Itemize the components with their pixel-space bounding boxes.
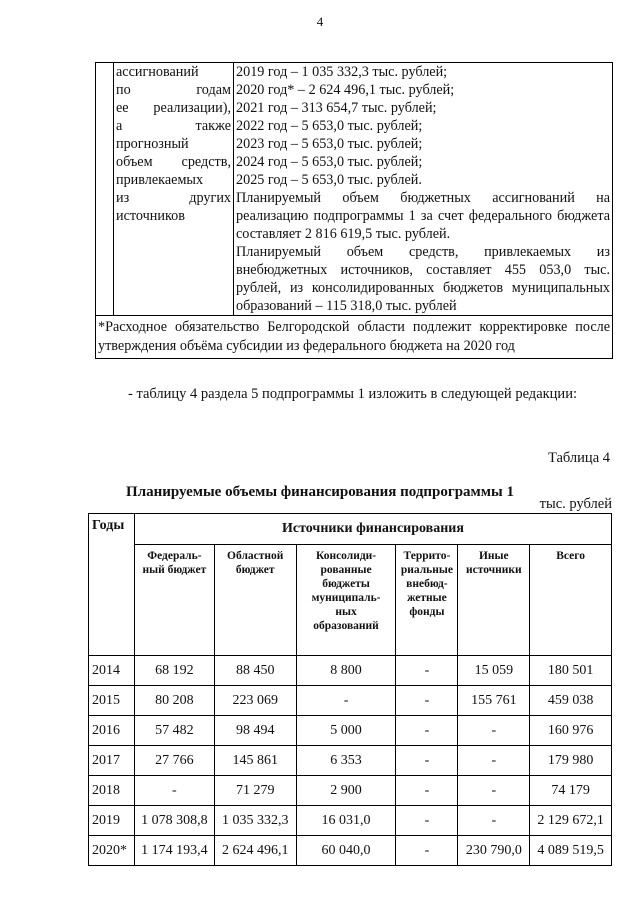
municipal-budgets-header bbox=[296, 545, 396, 656]
total-value: 4 089 519,5 bbox=[530, 836, 612, 866]
regional-budget-header bbox=[214, 545, 296, 656]
footnote: *Расходное обязательство Белгородской области подлежит корректировке после утверждения объёма субсидии из федерального бюджета на 2020 год bbox=[96, 316, 613, 359]
label-line: по годам bbox=[116, 82, 231, 98]
page-number: 4 bbox=[316, 14, 324, 29]
passport-table-continuation bbox=[95, 62, 613, 359]
year-funding-line: 2024 год – 5 653,0 тыс. рублей; bbox=[236, 154, 423, 170]
table-row bbox=[89, 716, 612, 746]
year-funding-line: 2025 год – 5 653,0 тыс. рублей. bbox=[236, 172, 422, 188]
municipal-value: 8 800 bbox=[296, 656, 396, 686]
table-row bbox=[89, 836, 612, 866]
regional-value: 2 624 496,1 bbox=[214, 836, 296, 866]
header-line: Консолиди- bbox=[315, 550, 377, 562]
regional-value: 1 035 332,3 bbox=[214, 806, 296, 836]
other-value: 155 761 bbox=[458, 686, 530, 716]
other-value: 15 059 bbox=[458, 656, 530, 686]
header-line: риальные bbox=[400, 564, 453, 576]
year-cell: 2014 bbox=[89, 656, 135, 686]
header-line: бюджет bbox=[235, 564, 275, 576]
municipal-value: 60 040,0 bbox=[296, 836, 396, 866]
other-sources-header bbox=[458, 545, 530, 656]
header-line: внебюд- bbox=[406, 578, 448, 590]
federal-value: 57 482 bbox=[134, 716, 214, 746]
header-line: ный бюджет bbox=[142, 564, 207, 576]
funds-value: - bbox=[396, 806, 458, 836]
territorial-funds-header bbox=[396, 545, 458, 656]
table-row bbox=[89, 776, 612, 806]
label-line: привлекаемых bbox=[116, 172, 204, 188]
passport-label-cell bbox=[114, 63, 234, 316]
regional-value: 223 069 bbox=[214, 686, 296, 716]
total-header bbox=[530, 545, 612, 656]
federal-value: 1 174 193,4 bbox=[134, 836, 214, 866]
year-funding-line: 2022 год – 5 653,0 тыс. рублей; bbox=[236, 118, 423, 134]
municipal-value: - bbox=[296, 686, 396, 716]
header-line: бюджеты bbox=[322, 578, 370, 590]
header-line: источники bbox=[465, 564, 522, 576]
label-line: а также bbox=[116, 118, 231, 134]
federal-value: 1 078 308,8 bbox=[134, 806, 214, 836]
other-value: - bbox=[458, 716, 530, 746]
table-row bbox=[89, 686, 612, 716]
header-line: фонды bbox=[409, 606, 445, 618]
label-line: источников bbox=[116, 208, 185, 224]
regional-value: 98 494 bbox=[214, 716, 296, 746]
federal-value: 27 766 bbox=[134, 746, 214, 776]
label-line: прогнозный bbox=[116, 136, 189, 152]
municipal-value: 6 353 bbox=[296, 746, 396, 776]
year-cell: 2019 bbox=[89, 806, 135, 836]
funds-value: - bbox=[396, 686, 458, 716]
passport-value-cell bbox=[234, 63, 613, 316]
funds-value: - bbox=[396, 836, 458, 866]
table-title: Планируемые объемы финансирования подпрограммы 1 bbox=[126, 484, 514, 500]
table-label: Таблица 4 bbox=[547, 450, 610, 466]
total-value: 179 980 bbox=[530, 746, 612, 776]
municipal-value: 16 031,0 bbox=[296, 806, 396, 836]
header-line: ных bbox=[335, 606, 357, 618]
federal-value: 80 208 bbox=[134, 686, 214, 716]
header-line: Областной bbox=[227, 550, 284, 562]
year-funding-line: 2020 год* – 2 624 496,1 тыс. рублей; bbox=[236, 82, 455, 98]
financing-table-body bbox=[89, 656, 612, 866]
header-line: Федераль- bbox=[147, 550, 202, 562]
label-line: ее реализации), bbox=[116, 100, 231, 116]
municipal-value: 2 900 bbox=[296, 776, 396, 806]
empty-number-cell bbox=[96, 63, 114, 316]
year-cell: 2018 bbox=[89, 776, 135, 806]
funds-value: - bbox=[396, 776, 458, 806]
header-line: муниципаль- bbox=[311, 592, 381, 604]
table-row bbox=[89, 656, 612, 686]
column-headers-row bbox=[89, 545, 612, 656]
funds-value: - bbox=[396, 656, 458, 686]
regional-value: 71 279 bbox=[214, 776, 296, 806]
year-cell: 2020* bbox=[89, 836, 135, 866]
header-line: жетные bbox=[407, 592, 447, 604]
regional-value: 88 450 bbox=[214, 656, 296, 686]
header-line: рованные bbox=[320, 564, 372, 576]
other-value: 230 790,0 bbox=[458, 836, 530, 866]
federal-budget-header bbox=[134, 545, 214, 656]
extra-funding-paragraph: Планируемый объем средств, привлекаемых из внебюджетных источников, составляет 455 053,0 тыс. рублей, из консолидированных бюджетов муниципальных образований – 115 318,0 тыс. рублей bbox=[236, 244, 610, 314]
year-funding-line: 2021 год – 313 654,7 тыс. рублей; bbox=[236, 100, 437, 116]
year-cell: 2015 bbox=[89, 686, 135, 716]
units-label: тыс. рублей bbox=[539, 496, 612, 512]
regional-value: 145 861 bbox=[214, 746, 296, 776]
total-value: 180 501 bbox=[530, 656, 612, 686]
instruction-text: - таблицу 4 раздела 5 подпрограммы 1 изложить в следующей редакции: bbox=[128, 386, 577, 402]
header-line: Иные bbox=[478, 550, 509, 562]
other-value: - bbox=[458, 746, 530, 776]
municipal-value: 5 000 bbox=[296, 716, 396, 746]
label-line: объем средств, bbox=[116, 154, 231, 170]
header-line: Террито- bbox=[403, 550, 451, 562]
year-cell: 2016 bbox=[89, 716, 135, 746]
total-value: 459 038 bbox=[530, 686, 612, 716]
federal-value: - bbox=[134, 776, 214, 806]
label-line: ассигнований bbox=[116, 64, 199, 80]
year-funding-line: 2019 год – 1 035 332,3 тыс. рублей; bbox=[236, 64, 448, 80]
header-line: образований bbox=[313, 620, 379, 632]
total-value: 2 129 672,1 bbox=[530, 806, 612, 836]
total-value: 160 976 bbox=[530, 716, 612, 746]
total-value: 74 179 bbox=[530, 776, 612, 806]
other-value: - bbox=[458, 776, 530, 806]
table-row bbox=[89, 746, 612, 776]
sources-header: Источники финансирования bbox=[134, 514, 611, 545]
year-funding-line: 2023 год – 5 653,0 тыс. рублей; bbox=[236, 136, 423, 152]
financing-table bbox=[88, 513, 612, 866]
year-cell: 2017 bbox=[89, 746, 135, 776]
years-header: Годы bbox=[89, 514, 135, 656]
federal-funding-paragraph: Планируемый объем бюджетных ассигнований на реализацию подпрограммы 1 за счет федерального бюджета составляет 2 816 619,5 тыс. рублей. bbox=[236, 190, 610, 242]
table-row bbox=[89, 806, 612, 836]
funds-value: - bbox=[396, 716, 458, 746]
federal-value: 68 192 bbox=[134, 656, 214, 686]
funds-value: - bbox=[396, 746, 458, 776]
header-line: Всего bbox=[556, 550, 585, 562]
label-line: из других bbox=[116, 190, 231, 206]
other-value: - bbox=[458, 806, 530, 836]
